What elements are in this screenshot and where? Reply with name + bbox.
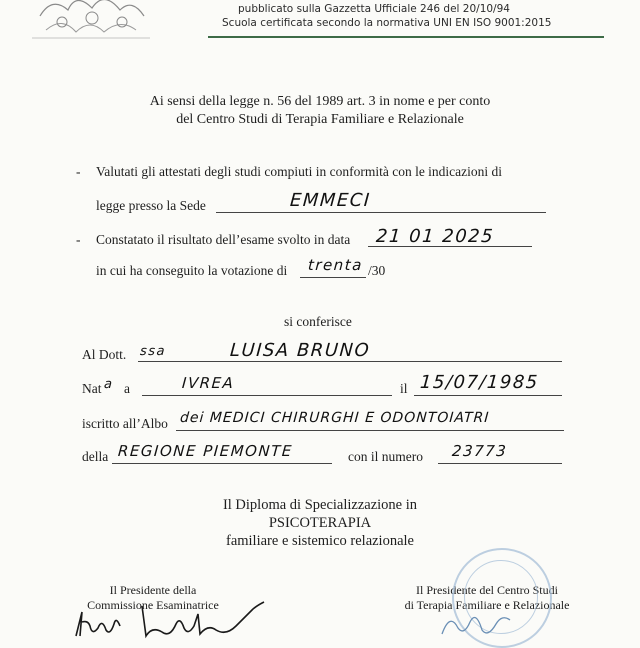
il-label: il <box>400 381 408 396</box>
nat-suffix: a <box>103 377 114 392</box>
region-value: REGIONE PIEMONTE <box>117 442 294 460</box>
nat-label: Nat <box>82 381 102 396</box>
name-underline <box>138 361 562 362</box>
bullet-dash: - <box>76 232 81 247</box>
votazione-value: trenta <box>307 256 364 274</box>
votazione-label: in cui ha conseguito la votazione di <box>96 263 288 278</box>
birth-date-value: 15/07/1985 <box>419 372 540 393</box>
left-signatory-line-2: Commissione Esaminatrice <box>87 598 219 612</box>
exam-date-value: 21 01 2025 <box>375 226 495 247</box>
al-dott-label: Al Dott. <box>82 347 127 362</box>
birthplace-value: IVREA <box>181 374 235 392</box>
constatato-text: Constatato il risultato dell’esame svolto in data <box>96 232 351 247</box>
si-conferisce: si conferisce <box>284 314 352 329</box>
numero-underline <box>438 463 562 464</box>
intro-line-1: Ai sensi della legge n. 56 del 1989 art. 3 in nome e per conto <box>149 94 491 109</box>
albo-underline <box>176 430 564 431</box>
birth-date-underline <box>414 395 562 396</box>
intro-line-2: del Centro Studi di Terapia Familiare e Relazionale <box>176 112 464 127</box>
albo-value: dei MEDICI CHIRURGHI E ODONTOIATRI <box>179 410 490 426</box>
school-logo-icon <box>32 0 150 42</box>
header-divider <box>208 36 604 38</box>
sede-underline <box>216 212 546 213</box>
votazione-underline <box>300 277 366 278</box>
right-signatory-line-1: Il Presidente del Centro Studi <box>416 583 558 597</box>
della-label: della <box>82 449 109 464</box>
birthplace-underline <box>142 395 392 396</box>
numero-value: 23773 <box>451 442 508 460</box>
sede-value: EMMECI <box>289 190 372 211</box>
diploma-line-1: Il Diploma di Specializzazione in <box>222 497 418 513</box>
left-signatory-line-1: Il Presidente della <box>109 583 197 597</box>
diploma-title: PSICOTERAPIA <box>268 515 372 531</box>
title-suffix: ssa <box>139 344 167 359</box>
left-signature-icon <box>70 596 270 640</box>
header-certification: Scuola certificata secondo la normativa UNI EN ISO 9001:2015 <box>222 17 552 29</box>
region-underline <box>112 463 332 464</box>
recipient-name: LUISA BRUNO <box>229 340 371 361</box>
valutati-text-1: Valutati gli attestati degli studi compiuti in conformità con le indicazioni di <box>96 164 503 179</box>
votazione-max: /30 <box>368 263 386 278</box>
header-gazzetta: pubblicato sulla Gazzetta Ufficiale 246 del 20/10/94 <box>238 3 510 15</box>
numero-label: con il numero <box>348 449 423 464</box>
bullet-dash: - <box>76 164 81 179</box>
diploma-line-3: familiare e sistemico relazionale <box>225 533 414 549</box>
born-in-label: a <box>124 381 130 396</box>
right-signatory-line-2: di Terapia Familiare e Relazionale <box>404 598 570 612</box>
valutati-text-2: legge presso la Sede <box>96 198 206 213</box>
right-signature-icon <box>436 600 516 640</box>
albo-label: iscritto all’Albo <box>82 416 168 431</box>
